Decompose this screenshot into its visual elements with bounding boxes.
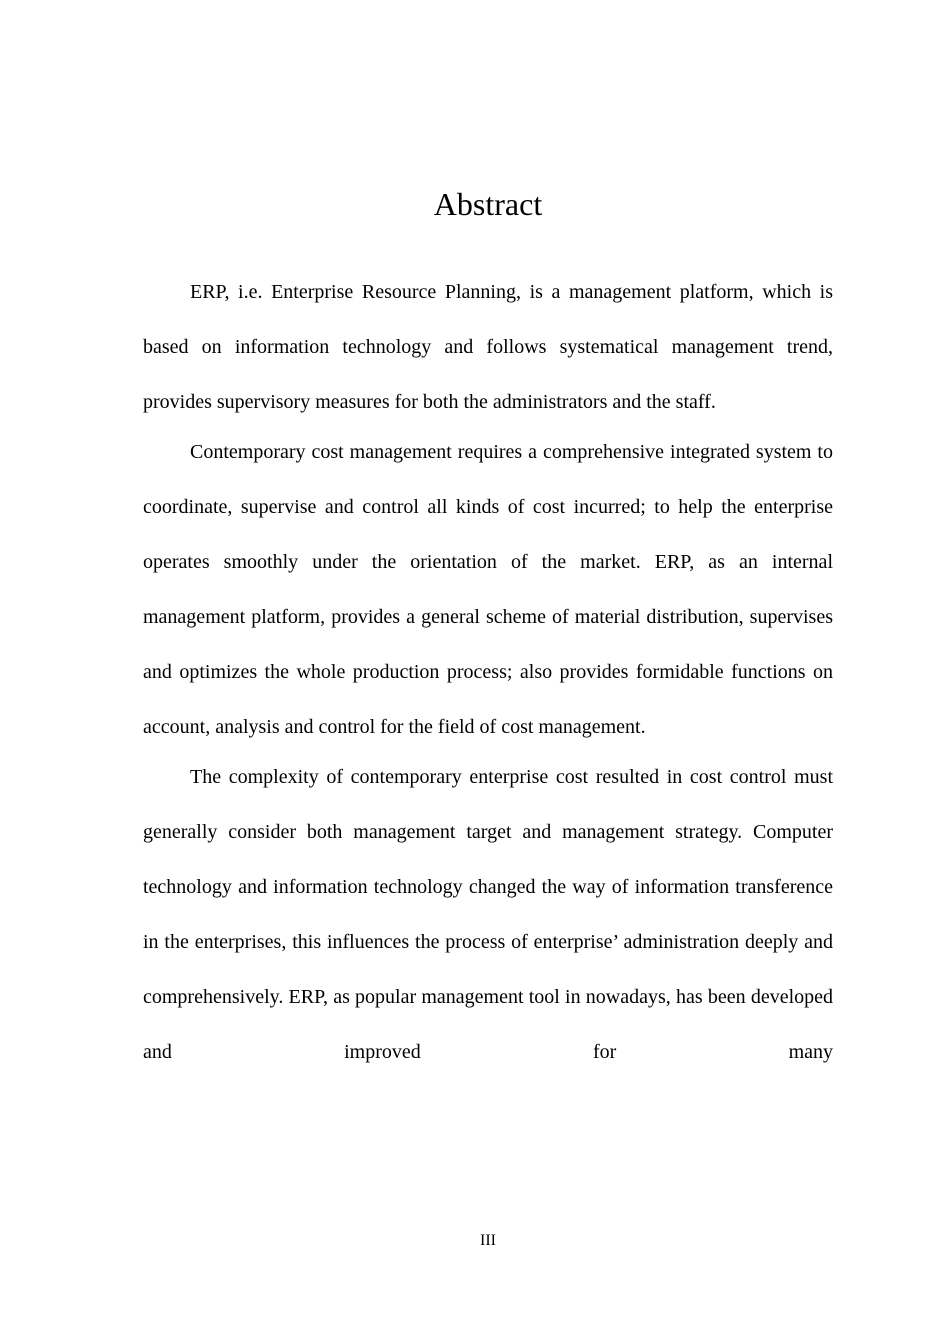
abstract-paragraph-1: ERP, i.e. Enterprise Resource Planning, is a management platform, which is based on information technology and follows systematical management trend, provides supervisory measures for both the administrators and the staff. (143, 281, 833, 413)
abstract-paragraph-3: The complexity of contemporary enterprise cost resulted in cost control must generally consider both management target and management strategy. Computer technology and information technology changed the way of information transference in the enterprises, this influences the process of enterprise’ administration deeply and comprehensively. ERP, as popular management tool in nowadays, has been developed and improved for many (143, 766, 833, 1063)
abstract-paragraph-2: Contemporary cost management requires a comprehensive integrated system to coordinate, supervise and control all kinds of cost incurred; to help the enterprise operates smoothly under the orientation of the market. ERP, as an internal management platform, provides a general scheme of material distribution, supervises and optimizes the whole production process; also provides formidable functions on account, analysis and control for the field of cost management. (143, 441, 833, 738)
page-title: Abstract (433, 186, 543, 222)
abstract-body (143, 265, 833, 1075)
page-number: III (480, 1232, 496, 1249)
